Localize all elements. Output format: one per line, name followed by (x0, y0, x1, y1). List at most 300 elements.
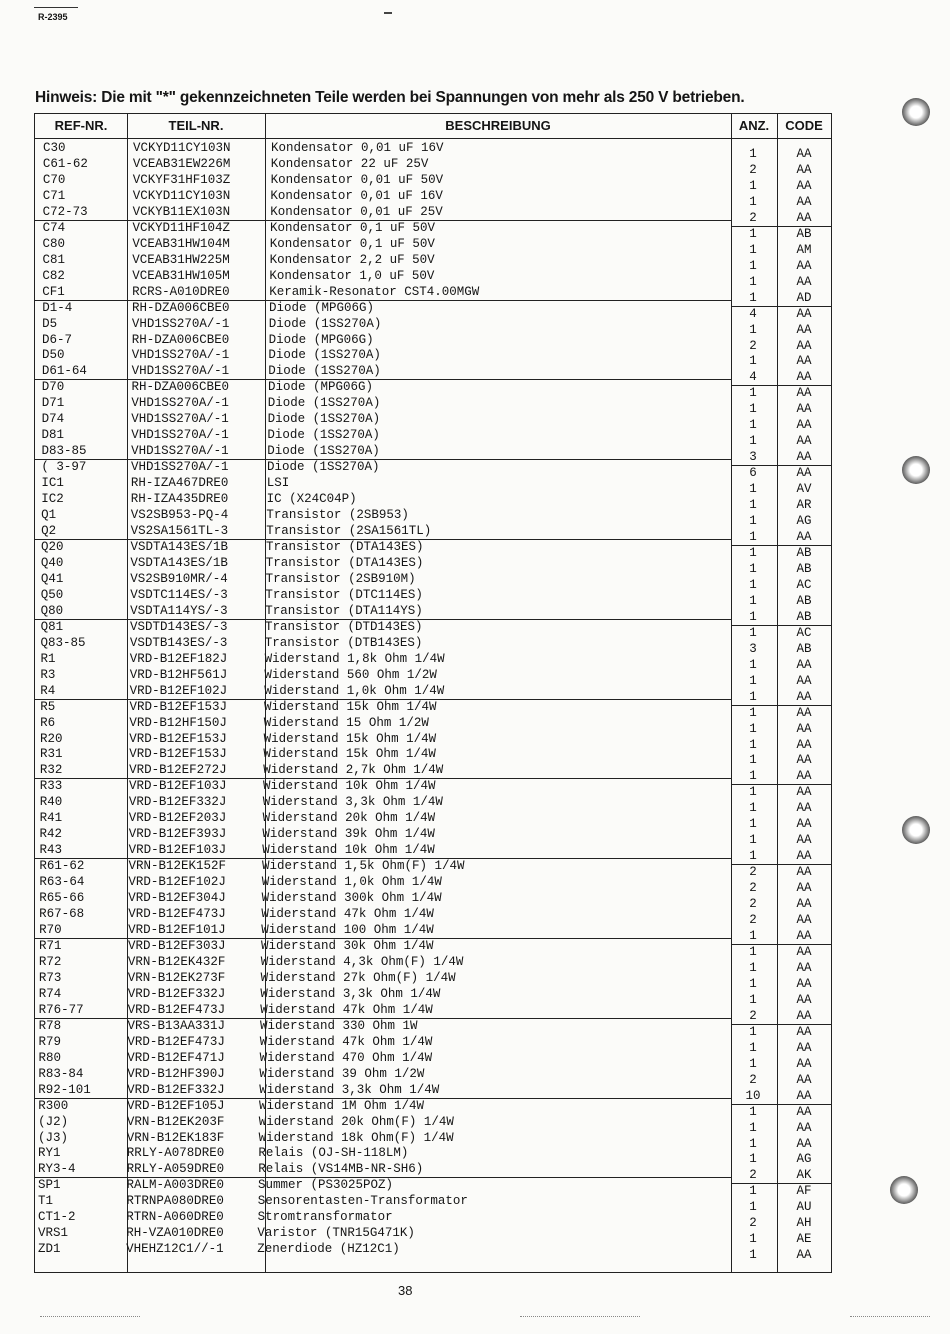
desc-cell: Diode (MPG06G) (269, 300, 375, 315)
ref-cell: D5 (42, 316, 58, 331)
code-cell: AA (796, 960, 812, 975)
part-cell: VHD1SS270A/-1 (131, 412, 229, 427)
code-cell: AA (796, 753, 812, 768)
desc-cell: Widerstand 15k Ohm 1/4W (263, 747, 436, 762)
part-cell: VRD-B12HF150J (129, 715, 227, 730)
ref-cell: SP1 (38, 1178, 61, 1193)
code-cell: AA (796, 1248, 812, 1263)
qty-cell: 1 (749, 737, 757, 752)
desc-cell: Widerstand 15 Ohm 1/2W (263, 715, 429, 730)
qty-cell: 10 (745, 1088, 761, 1103)
desc-cell: Transistor (2SB953) (266, 508, 409, 523)
parts-table (34, 113, 832, 1273)
qty-cell: 1 (749, 1232, 757, 1247)
ref-cell: Q20 (41, 540, 64, 554)
desc-cell: Widerstand 3,3k Ohm 1/4W (259, 1082, 440, 1097)
code-cell: AA (796, 466, 812, 481)
ref-cell: R71 (39, 939, 62, 953)
ref-cell: R67-68 (39, 907, 85, 922)
desc-cell: Diode (MPG06G) (268, 332, 374, 347)
code-cell: AA (796, 833, 812, 848)
code-cell: AA (796, 897, 812, 912)
code-cell: AA (796, 1104, 812, 1119)
ref-cell: CT1-2 (38, 1210, 76, 1225)
ref-cell: R63-64 (39, 875, 85, 890)
punch-hole-icon (902, 98, 930, 126)
desc-cell: Widerstand 1M Ohm 1/4W (259, 1098, 425, 1113)
code-cell: AA (796, 992, 812, 1007)
part-cell: VRD-B12EF102J (129, 683, 228, 698)
part-cell: VS2SB910MR/-4 (130, 571, 228, 586)
ref-cell: R1 (40, 651, 56, 666)
ref-cell: R4 (40, 683, 56, 698)
part-cell: VCEAB31EW226M (132, 156, 231, 171)
part-cell: VS2SB953-PQ-4 (130, 508, 229, 523)
header-rule-bottom (35, 138, 831, 139)
document-code: R-2395 (38, 12, 68, 22)
ref-cell: C30 (43, 141, 66, 155)
part-cell: VRD-B12EF303J (128, 939, 226, 953)
qty-cell: 1 (749, 322, 757, 337)
desc-cell: Widerstand 330 Ohm 1W (260, 1018, 418, 1033)
ref-cell: D50 (41, 348, 65, 363)
part-cell: VCKYD11CY103N (133, 141, 231, 155)
code-cell: AA (796, 1088, 812, 1103)
part-cell: VRD-B12EF102J (128, 875, 226, 890)
qty-cell: 3 (749, 641, 757, 656)
desc-cell: Stromtransformator (257, 1210, 393, 1225)
part-cell: VRN-B12EK183F (126, 1130, 225, 1145)
code-cell: AA (796, 1072, 812, 1087)
qty-cell: 1 (749, 1024, 757, 1039)
part-cell: VSDTD143ES/-3 (130, 619, 228, 634)
desc-cell: Widerstand 39k Ohm 1/4W (262, 827, 435, 842)
qty-cell: 1 (749, 577, 757, 592)
qty-cell: 2 (749, 865, 757, 880)
qty-cell: 1 (749, 929, 757, 944)
code-cell: AM (796, 242, 812, 257)
ref-cell: R70 (39, 923, 62, 938)
desc-cell: Kondensator 22 uF 25V (270, 156, 429, 171)
qty-cell: 1 (749, 849, 757, 864)
desc-cell: Widerstand 20k Ohm 1/4W (262, 811, 436, 826)
code-cell: AF (796, 1184, 812, 1199)
qty-cell: 1 (749, 785, 757, 800)
ref-cell: Q83-85 (40, 635, 86, 650)
code-cell: AC (796, 625, 812, 640)
part-cell: VCEAB31HW104M (132, 236, 230, 251)
part-cell: VSDTA143ES/1B (130, 555, 228, 570)
ref-cell: C72-73 (42, 204, 88, 219)
desc-cell: Widerstand 47k Ohm 1/4W (259, 1034, 433, 1049)
ref-cell: R83-84 (38, 1066, 84, 1081)
ref-cell: R6 (40, 715, 56, 730)
desc-cell: Widerstand 470 Ohm 1/4W (259, 1050, 433, 1065)
code-cell: AR (796, 498, 812, 513)
desc-cell: Transistor (2SB910M) (265, 571, 416, 586)
code-cell: AA (796, 689, 812, 704)
code-cell: AK (796, 1168, 812, 1183)
ref-cell: R33 (39, 779, 63, 794)
qty-cell: 1 (749, 1200, 757, 1215)
part-cell: RH-IZA435DRE0 (130, 492, 229, 507)
qty-cell: 1 (749, 705, 757, 720)
ref-cell: IC1 (41, 476, 64, 491)
code-cell: AA (796, 976, 812, 991)
code-cell: AB (796, 546, 812, 560)
code-cell: AV (796, 482, 812, 497)
desc-cell: Transistor (DTB143ES) (264, 635, 423, 650)
ref-cell: Q50 (40, 587, 64, 602)
qty-cell: 1 (749, 418, 757, 433)
qty-cell: 1 (749, 402, 757, 417)
code-cell: AU (796, 1200, 812, 1215)
code-cell: AE (796, 1232, 812, 1247)
qty-cell: 1 (749, 194, 757, 209)
code-cell: AA (796, 1008, 812, 1023)
desc-cell: Sensorentasten-Transformator (257, 1194, 468, 1209)
code-cell: AA (796, 913, 812, 928)
header-part: TEIL-NR. (168, 118, 224, 133)
part-cell: RH-DZA006CBE0 (131, 380, 230, 395)
part-cell: VRD-B12EF473J (127, 1034, 225, 1049)
ref-cell: D74 (41, 412, 65, 427)
qty-cell: 1 (749, 960, 757, 975)
code-cell: AB (796, 609, 812, 624)
desc-cell: Kondensator 0,01 uF 25V (270, 204, 443, 219)
ref-cell: Q40 (40, 555, 64, 570)
qty-cell: 1 (749, 147, 757, 161)
ref-cell: D71 (41, 396, 65, 411)
code-cell: AA (796, 1120, 812, 1135)
ref-cell: R80 (38, 1050, 61, 1065)
ref-cell: R76-77 (38, 1002, 84, 1017)
qty-cell: 1 (749, 1152, 757, 1167)
part-cell: VHD1SS270A/-1 (131, 460, 229, 475)
desc-cell: LSI (266, 476, 290, 491)
part-cell: VRD-B12EF332J (127, 986, 226, 1001)
qty-cell: 2 (749, 913, 757, 928)
code-cell: AA (796, 178, 812, 193)
ref-cell: C61-62 (42, 156, 88, 171)
code-cell: AD (796, 290, 812, 305)
desc-cell: Diode (1SS270A) (268, 364, 381, 379)
ref-cell: Q81 (40, 619, 64, 634)
ref-cell: C74 (42, 220, 66, 235)
desc-cell: Widerstand 39 Ohm 1/2W (259, 1066, 425, 1081)
code-cell: AB (796, 593, 812, 608)
desc-cell: Widerstand 1,8k Ohm 1/4W (264, 651, 445, 666)
part-cell: VCKYF31HF103Z (132, 172, 231, 187)
part-cell: RRLY-A059DRE0 (126, 1162, 225, 1177)
part-cell: VCKYD11HF104Z (132, 220, 231, 235)
qty-cell: 2 (749, 1008, 757, 1023)
part-cell: VRD-B12EF105J (127, 1098, 225, 1113)
ref-cell: Q41 (40, 571, 64, 586)
code-cell: AA (796, 354, 812, 369)
ref-cell: T1 (38, 1194, 54, 1209)
part-cell: VSDTC114ES/-3 (130, 587, 228, 602)
part-cell: VHD1SS270A/-1 (131, 364, 230, 379)
desc-cell: Widerstand 18k Ohm(F) 1/4W (258, 1130, 454, 1145)
desc-cell: Widerstand 1,0k Ohm 1/4W (261, 875, 442, 890)
qty-cell: 4 (749, 370, 757, 385)
desc-cell: Kondensator 0,1 uF 50V (269, 236, 435, 251)
part-cell: VS2SA1561TL-3 (130, 524, 229, 539)
qty-cell: 1 (749, 242, 757, 257)
ref-cell: R43 (39, 843, 62, 858)
ref-cell: R73 (38, 970, 62, 985)
part-cell: VRN-B12EK203F (126, 1114, 225, 1129)
punch-hole-icon (902, 816, 930, 844)
code-cell: AA (796, 801, 812, 816)
desc-cell: Transistor (DTD143ES) (265, 619, 423, 634)
ref-cell: C70 (42, 172, 66, 187)
ref-cell: R72 (38, 954, 62, 969)
ref-cell: R41 (39, 811, 63, 826)
desc-cell: Widerstand 3,3k Ohm 1/4W (262, 795, 443, 810)
qty-cell: 3 (749, 450, 757, 465)
qty-cell: 1 (749, 226, 757, 241)
desc-cell: Diode (1SS270A) (267, 428, 380, 443)
ref-cell: R31 (39, 747, 63, 762)
desc-cell: Widerstand 2,7k Ohm 1/4W (263, 763, 444, 778)
qty-cell: 1 (749, 593, 757, 608)
code-cell: AC (796, 577, 812, 592)
desc-cell: Relais (VS14MB-NR-SH6) (258, 1162, 424, 1177)
desc-cell: Zenerdiode (HZ12C1) (257, 1242, 400, 1257)
desc-cell: Widerstand 4,3k Ohm(F) 1/4W (260, 954, 464, 969)
qty-cell: 1 (749, 1120, 757, 1135)
ref-cell: R74 (38, 986, 62, 1001)
scan-specks (520, 1316, 640, 1319)
ref-cell: D61-64 (41, 364, 87, 379)
desc-cell: Widerstand 1,0k Ohm 1/4W (264, 683, 445, 698)
ref-cell: R40 (39, 795, 63, 810)
part-cell: VHEHZ12C1//-1 (126, 1242, 224, 1257)
desc-cell: Widerstand 300k Ohm 1/4W (261, 891, 442, 906)
desc-cell: Diode (1SS270A) (268, 348, 381, 363)
page-number: 38 (398, 1283, 413, 1298)
code-cell: AG (796, 1152, 812, 1167)
desc-cell: Transistor (DTA114YS) (265, 603, 423, 618)
code-cell: AA (796, 450, 812, 465)
part-cell: RH-VZA010DRE0 (126, 1226, 224, 1241)
part-cell: VHD1SS270A/-1 (131, 444, 229, 459)
qty-cell: 1 (749, 609, 757, 624)
code-cell: AB (796, 226, 812, 241)
qty-cell: 1 (749, 178, 757, 193)
desc-cell: Kondensator 0,01 uF 16V (270, 188, 443, 203)
desc-cell: Kondensator 0,01 uF 50V (270, 172, 444, 187)
desc-cell: Diode (1SS270A) (267, 460, 380, 475)
code-cell: AA (796, 945, 812, 959)
ref-cell: R3 (40, 667, 56, 682)
qty-cell: 1 (749, 530, 757, 545)
qty-cell: 1 (749, 274, 757, 289)
qty-cell: 1 (749, 546, 757, 560)
ref-cell: CF1 (42, 284, 65, 299)
code-cell: AA (796, 386, 812, 401)
code-cell: AA (796, 673, 812, 688)
qty-cell: 2 (749, 210, 757, 225)
desc-cell: Keramik-Resonator CST4.00MGW (269, 284, 480, 299)
code-cell: AA (796, 1056, 812, 1071)
desc-cell: Widerstand 15k Ohm 1/4W (264, 699, 437, 714)
part-cell: VCEAB31HW225M (132, 252, 230, 267)
part-cell: RH-IZA467DRE0 (130, 476, 229, 491)
part-cell: VSDTA143ES/1B (130, 540, 229, 554)
ref-cell: Q80 (40, 603, 64, 618)
ref-cell: (J3) (38, 1130, 69, 1145)
code-cell: AG (796, 514, 812, 529)
part-cell: VRD-B12EF393J (128, 827, 227, 842)
desc-cell: Relais (OJ-SH-118LM) (258, 1146, 409, 1161)
ref-cell: R61-62 (39, 859, 85, 874)
code-cell: AA (796, 402, 812, 417)
desc-cell: Widerstand 10k Ohm 1/4W (262, 843, 435, 858)
desc-cell: Diode (MPG06G) (268, 380, 374, 395)
header-desc: BESCHREIBUNG (445, 118, 551, 133)
part-cell: RCRS-A010DRE0 (132, 284, 230, 299)
desc-cell: Widerstand 15k Ohm 1/4W (263, 731, 437, 746)
ref-cell: R65-66 (39, 891, 85, 906)
code-cell: AA (796, 657, 812, 672)
qty-cell: 2 (749, 338, 757, 353)
qty-cell: 1 (749, 976, 757, 991)
code-cell: AA (796, 705, 812, 720)
part-cell: RALM-A003DRE0 (126, 1178, 225, 1193)
desc-cell: Widerstand 100 Ohm 1/4W (261, 923, 434, 938)
part-cell: VRD-B12EF332J (127, 1082, 225, 1097)
part-cell: VHD1SS270A/-1 (131, 316, 230, 331)
desc-cell: Widerstand 3,3k Ohm 1/4W (260, 986, 441, 1001)
qty-cell: 2 (749, 162, 757, 177)
desc-cell: Widerstand 47k Ohm 1/4W (261, 907, 434, 922)
ref-cell: RY1 (38, 1146, 61, 1161)
part-cell: VRD-B12EF182J (129, 651, 228, 666)
qty-cell: 4 (749, 306, 757, 321)
part-cell: VRN-B12EK273F (127, 970, 226, 985)
code-cell: AA (796, 370, 812, 385)
desc-cell: Widerstand 20k Ohm(F) 1/4W (258, 1114, 454, 1129)
desc-cell: Transistor (DTC114ES) (265, 587, 423, 602)
part-cell: VRD-B12EF153J (129, 747, 227, 762)
code-cell: AA (796, 1024, 812, 1039)
code-cell: AA (796, 418, 812, 433)
ref-cell: IC2 (41, 492, 64, 507)
part-cell: VRD-B12EF203J (128, 811, 227, 826)
qty-cell: 6 (749, 466, 757, 481)
desc-cell: Kondensator 2,2 uF 50V (269, 252, 435, 267)
desc-cell: Diode (1SS270A) (267, 412, 381, 427)
header-code: CODE (785, 118, 823, 133)
qty-cell: 1 (749, 753, 757, 768)
punch-hole-icon (902, 456, 930, 484)
qty-cell: 1 (749, 769, 757, 784)
scan-specks (40, 1316, 140, 1319)
part-cell: VRN-B12EK432F (127, 954, 226, 969)
desc-cell: Transistor (2SA1561TL) (266, 524, 432, 539)
qty-cell: 1 (749, 258, 757, 273)
part-cell: VRD-B12EF153J (129, 731, 227, 746)
ref-cell: ( 3-97 (41, 460, 87, 475)
desc-cell: Widerstand 30k Ohm 1/4W (261, 939, 434, 953)
code-cell: AB (796, 641, 812, 656)
qty-cell: 1 (749, 290, 757, 305)
ref-cell: R79 (38, 1034, 62, 1049)
ref-cell: C71 (42, 188, 66, 203)
qty-cell: 1 (749, 1136, 757, 1151)
code-cell: AA (796, 1136, 812, 1151)
desc-cell: Kondensator 0,1 uF 50V (270, 220, 436, 235)
qty-cell: 1 (749, 945, 757, 959)
qty-cell: 2 (749, 1168, 757, 1183)
desc-cell: IC (X24C04P) (266, 492, 357, 507)
ref-cell: R92-101 (38, 1082, 91, 1097)
code-cell: AH (796, 1216, 812, 1231)
qty-cell: 1 (749, 482, 757, 497)
qty-cell: 1 (749, 1056, 757, 1071)
code-cell: AA (796, 322, 812, 337)
desc-cell: Widerstand 27k Ohm(F) 1/4W (260, 970, 456, 985)
part-cell: RTRN-A060DRE0 (126, 1210, 224, 1225)
qty-cell: 1 (749, 1184, 757, 1199)
ref-cell: D6-7 (42, 332, 73, 347)
code-cell: AA (796, 1040, 812, 1055)
ref-cell: C82 (42, 268, 65, 283)
code-cell: AA (796, 147, 812, 161)
ref-cell: D1-4 (42, 300, 73, 315)
qty-cell: 1 (749, 801, 757, 816)
ref-cell: D70 (41, 380, 65, 395)
qty-cell: 1 (749, 689, 757, 704)
ref-cell: RY3-4 (38, 1162, 76, 1177)
desc-cell: Transistor (DTA143ES) (266, 540, 424, 554)
code-cell: AA (796, 162, 812, 177)
part-cell: VRD-B12HF561J (129, 667, 228, 682)
desc-cell: Varistor (TNR15G471K) (257, 1226, 415, 1241)
qty-cell: 1 (749, 386, 757, 401)
part-cell: VRS-B13AA331J (127, 1018, 226, 1033)
qty-cell: 1 (749, 514, 757, 529)
code-cell: AA (796, 274, 812, 289)
part-cell: RTRNPA080DRE0 (126, 1194, 224, 1209)
code-cell: AA (796, 849, 812, 864)
part-cell: VCEAB31HW105M (132, 268, 230, 283)
desc-cell: Diode (1SS270A) (267, 444, 380, 459)
code-cell: AA (796, 210, 812, 225)
part-cell: VHD1SS270A/-1 (131, 396, 229, 411)
header-ref: REF-NR. (54, 118, 108, 133)
part-cell: VRD-B12EF101J (128, 923, 226, 938)
qty-cell: 2 (749, 1072, 757, 1087)
qty-cell: 1 (749, 673, 757, 688)
code-cell: AA (796, 258, 812, 273)
part-cell: VRD-B12EF473J (128, 907, 226, 922)
part-cell: VRD-B12EF272J (129, 763, 227, 778)
qty-cell: 2 (749, 1216, 757, 1231)
part-cell: VRD-B12EF473J (127, 1002, 226, 1017)
part-cell: RRLY-A078DRE0 (126, 1146, 225, 1161)
part-cell: VHD1SS270A/-1 (131, 428, 229, 443)
qty-cell: 2 (749, 881, 757, 896)
ref-cell: Q1 (41, 508, 57, 523)
ref-cell: C80 (42, 236, 66, 251)
qty-cell: 1 (749, 498, 757, 513)
code-cell: AA (796, 721, 812, 736)
code-cell: AA (796, 194, 812, 209)
